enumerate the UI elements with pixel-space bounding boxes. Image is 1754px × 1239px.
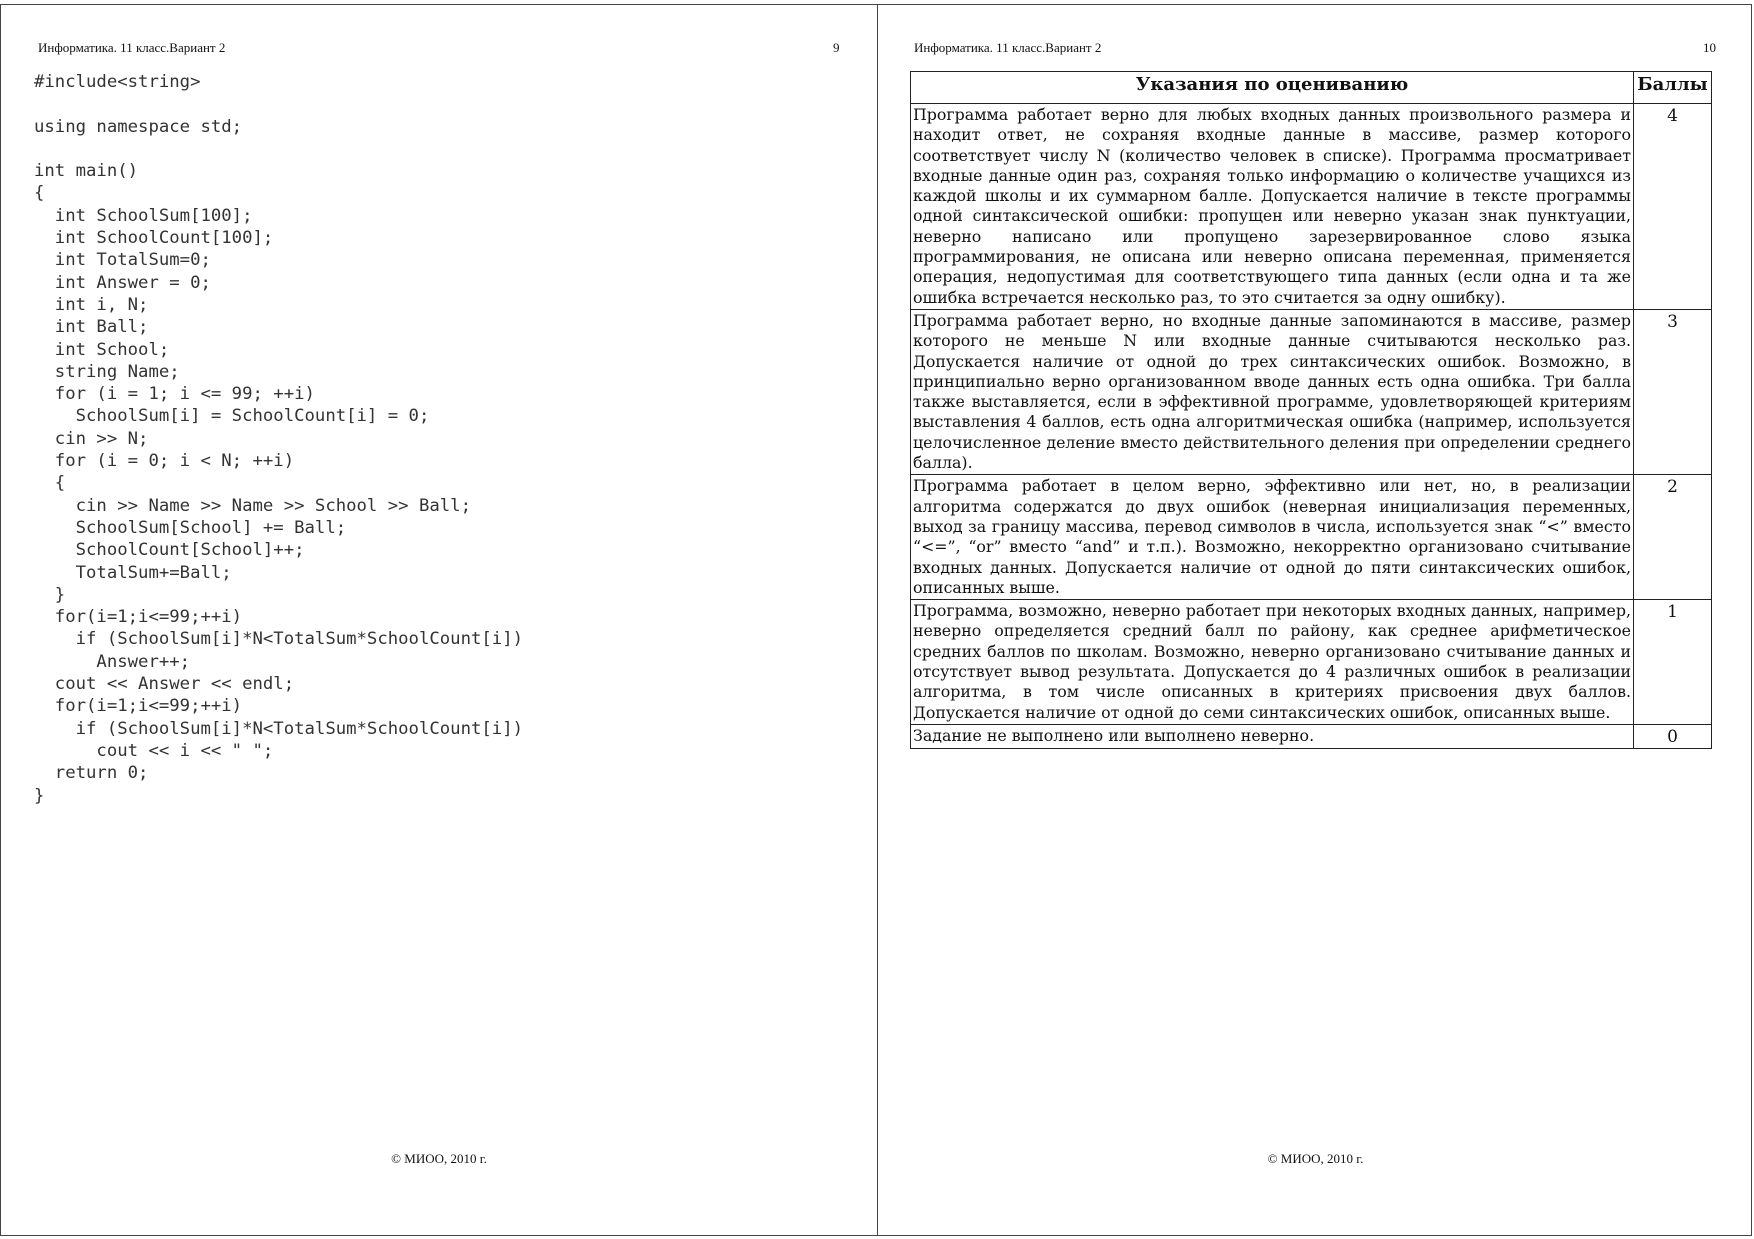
page-header-title: Информатика. 11 класс.Вариант 2 [38,40,226,55]
code-line: cout << Answer << endl; [34,674,295,695]
code-line: SchoolSum[i] = SchoolCount[i] = 0; [34,406,430,427]
code-line: cin >> N; [34,428,149,449]
score-value: 2 [1634,475,1712,600]
page-footer: © МИОО, 2010 г. [391,1151,487,1166]
code-line: return 0; [34,763,149,784]
code-line: Answer++; [34,651,191,672]
code-line: string Name; [34,361,180,382]
code-line: #include<string> [34,72,201,92]
page-9 [1,5,878,1235]
column-header-score: Баллы [1634,72,1712,104]
code-line: int TotalSum=0; [34,250,211,271]
criteria-text: Задание не выполнено или выполнено неверно. [911,724,1634,748]
code-line: { [34,183,45,204]
code-line: SchoolSum[School] += Ball; [34,517,347,538]
code-line: int SchoolCount[100]; [34,228,274,249]
document-spread [0,4,1752,1236]
code-line: for(i=1;i<=99;++i) [34,696,243,717]
code-line: TotalSum+=Ball; [34,562,232,583]
score-value: 0 [1634,724,1712,748]
score-value: 3 [1634,309,1712,474]
code-line: } [34,785,45,806]
criteria-text: Программа работает верно, но входные данные запоминаются в массиве, размер которого не меньше N или входные данные считываются несколько раз. Допускается наличие от одной до трех синтаксических ошибок. Возможно, в принципиально верно организованном вводе данных есть одна ошибка. Три балла также выставляется, если в эффективной программе, удовлетворяющей критериям выставления 4 баллов, есть одна алгоритмическая ошибка (например, используется целочисленное деление вместо действительного деления при определении среднего балла). [911,309,1634,474]
table-header-row [911,72,1712,104]
code-line: } [34,584,66,605]
grading-criteria-table [910,71,1712,749]
code-listing [34,71,523,807]
code-line: using namespace std; [34,116,243,137]
code-line: int i, N; [34,294,149,315]
score-value: 1 [1634,600,1712,725]
code-line: int SchoolSum[100]; [34,205,253,226]
criteria-text: Программа, возможно, неверно работает при некоторых входных данных, например, неверно определяется средний балл по району, как среднее арифметическое средних баллов по школам. Возможно, неверно организовано считывание данных и отсутствует вывод результата. Допускается до 4 различных ошибок в реализации алгоритма, в том числе описанных в критериях присвоения двух баллов. Допускается наличие от одной до семи синтаксических ошибок, описанных выше. [911,600,1634,725]
column-header-criteria: Указания по оцениванию [911,72,1634,104]
page-footer: © МИОО, 2010 г. [1267,1151,1364,1166]
code-line: SchoolCount[School]++; [34,540,305,561]
code-line: int Ball; [34,317,149,338]
table-row [911,104,1712,310]
table-row [911,724,1712,748]
page-header-title: Информатика. 11 класс.Вариант 2 [914,40,1102,55]
code-line: for(i=1;i<=99;++i) [34,607,243,628]
table-row [911,475,1712,600]
criteria-text: Программа работает верно для любых входных данных произвольного размера и находит ответ, не сохраняя входные данные в массиве, размер которого соответствует числу N (количество человек в списке). Программа просматривает входные данные один раз, сохраняя только информацию о количестве учащихся из каждой школы и их суммарном балле. Допускается наличие в тексте программы одной синтаксической ошибки: пропущен или неверно указан знак пунктуации, неверно написано или пропущено зарезервированное слово языка программирования, не описана или неверно описана переменная, применяется операция, недопустимая для соответствующего типа данных (если одна и та же ошибка встречается несколько раз, то это считается за одну ошибку). [911,104,1634,310]
code-line: for (i = 1; i <= 99; ++i) [34,384,315,405]
table-row [911,600,1712,725]
page-10 [878,5,1753,1235]
code-line: int Answer = 0; [34,272,211,293]
criteria-text: Программа работает в целом верно, эффективно или нет, но, в реализации алгоритма содержатся до двух ошибок (неверная инициализация переменных, выход за границу массива, перевод символов в числа, используется знак “<” вместо “<=”, “or” вместо “and” и т.п.). Возможно, некорректно организовано считывание входных данных. Допускается наличие от одной до пяти синтаксических ошибок, описанных выше. [911,475,1634,600]
code-line: if (SchoolSum[i]*N<TotalSum*SchoolCount[i]) [34,629,523,650]
page-number: 10 [1703,40,1716,55]
code-line: if (SchoolSum[i]*N<TotalSum*SchoolCount[i]) [34,718,523,739]
score-value: 4 [1634,104,1712,310]
code-line: int School; [34,339,170,360]
table-row [911,309,1712,474]
code-line: int main() [34,161,139,182]
code-line: { [34,473,66,494]
code-line: cout << i << " "; [34,740,274,761]
page-number: 9 [833,40,840,55]
code-line: for (i = 0; i < N; ++i) [34,451,295,472]
code-line: cin >> Name >> Name >> School >> Ball; [34,495,471,516]
